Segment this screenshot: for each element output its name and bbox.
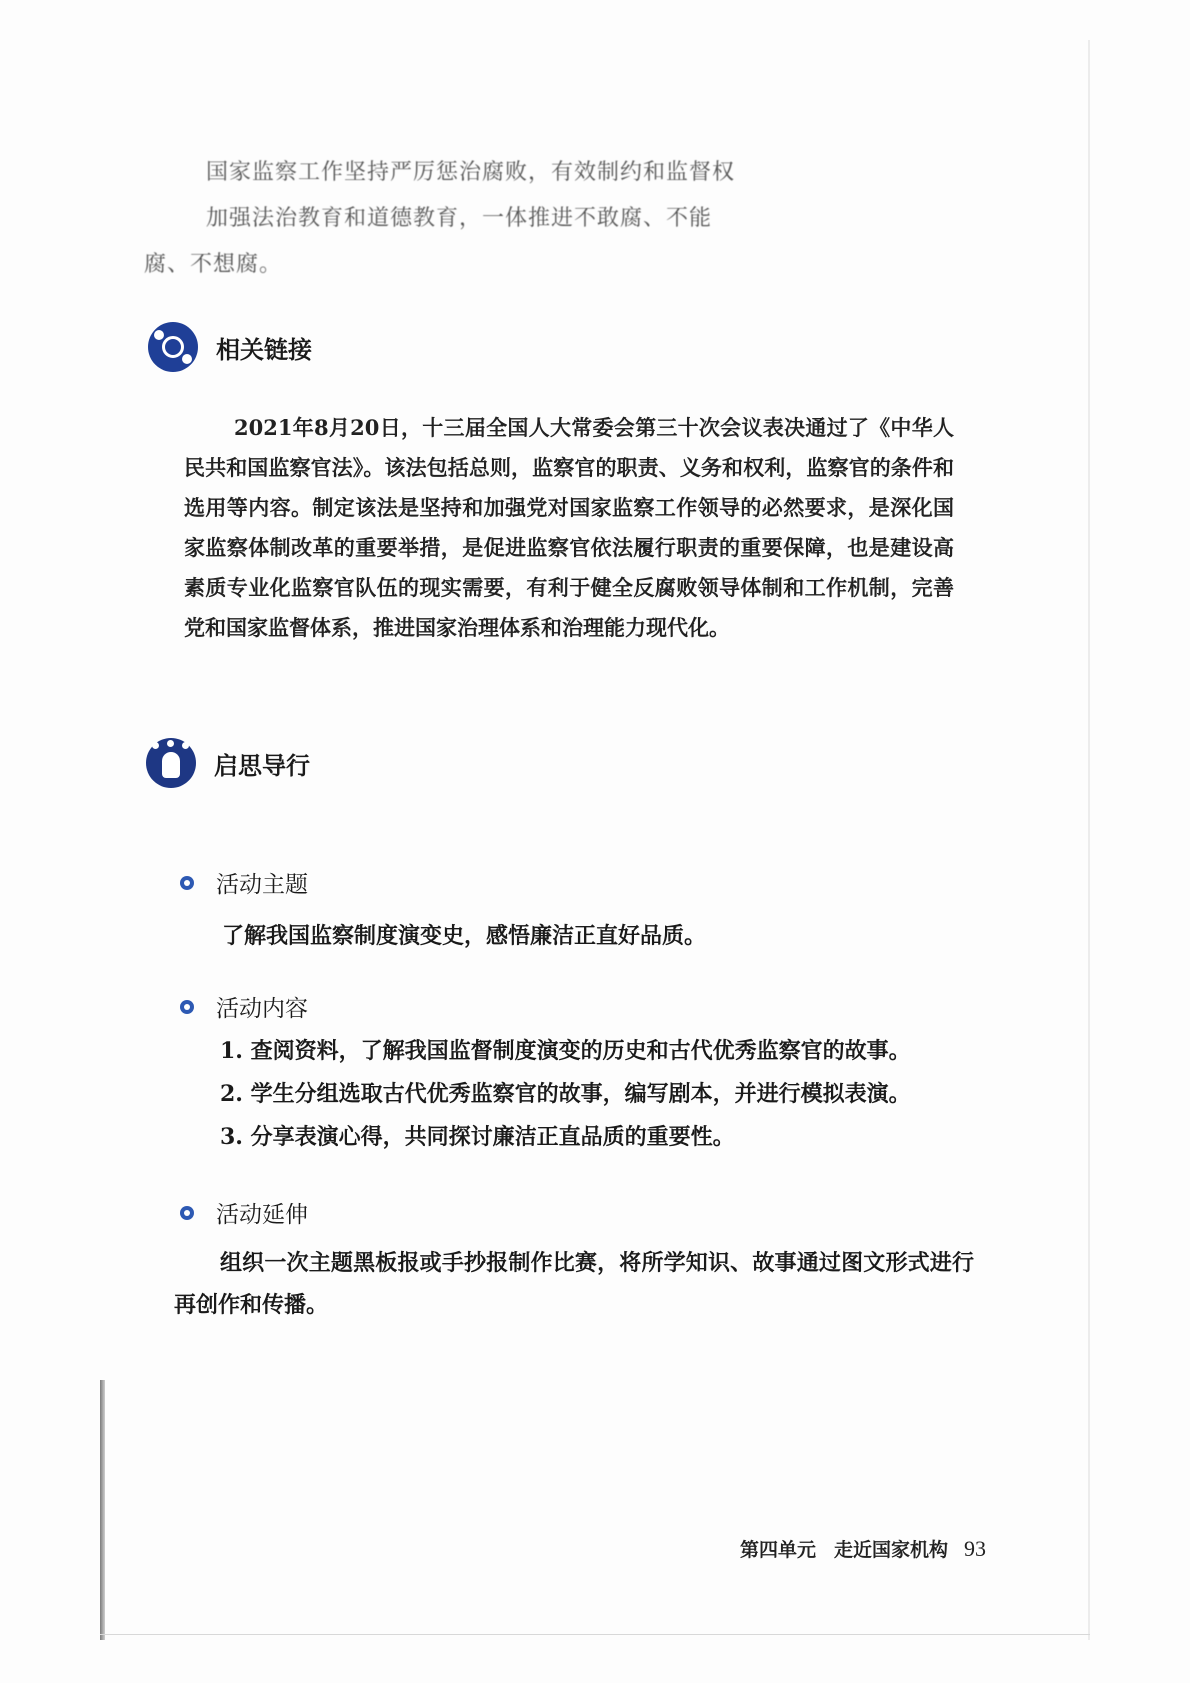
content-label: 活动内容: [216, 996, 308, 1022]
theme-subheading: [180, 866, 308, 899]
intro-paragraph: [144, 150, 790, 288]
list-item: 1. 查阅资料，了解我国监督制度演变的历史和古代优秀监察官的故事。: [220, 1038, 911, 1064]
bullet-icon: [180, 1206, 194, 1220]
related-link-icon: [148, 322, 198, 372]
theme-label: 活动主题: [216, 872, 308, 898]
extension-subheading: [180, 1196, 308, 1229]
intro-line-1: 国家监察工作坚持严厉惩治腐败，有效制约和监督权: [206, 160, 736, 185]
binding-shadow: [100, 1380, 105, 1640]
page-bottom-edge: [100, 1634, 1090, 1635]
bullet-icon: [180, 1000, 194, 1014]
related-link-body: 2021年8月20日，十三届全国人大常委会第三十次会议表决通过了《中华人民共和国监察官法》。该法包括总则，监察官的职责、义务和权利，监察官的条件和选用等内容。制定该法是坚持和加强党对国家监察工作领导的必然要求，是深化国家监察体制改革的重要举措，是促进监察官依法履行职责的重要保障，也是建设高素质专业化监察官队伍的现实需要，有利于健全反腐败领导体制和工作机制，完善党和国家监督体系，推进国家治理体系和治理能力现代化。: [184, 415, 954, 640]
guide-header: [146, 738, 310, 788]
related-link-header: [148, 322, 312, 372]
list-item: 2. 学生分组选取古代优秀监察官的故事，编写剧本，并进行模拟表演。: [220, 1081, 911, 1107]
theme-text: 了解我国监察制度演变史，感悟廉洁正直好品质。: [222, 923, 707, 949]
content-subheading: [180, 990, 308, 1023]
intro-line-3: 腐、不想腐。: [144, 252, 283, 277]
page-edge: [1088, 40, 1090, 1640]
extension-label: 活动延伸: [216, 1202, 308, 1228]
bullet-icon: [180, 876, 194, 890]
footer-title: 走近国家机构: [834, 1539, 949, 1561]
guide-heading: 启思导行: [214, 751, 310, 780]
content-steps: [220, 1030, 911, 1159]
extension-text: 组织一次主题黑板报或手抄报制作比赛，将所学知识、故事通过图文形式进行再创作和传播。: [174, 1250, 974, 1318]
page-footer: [740, 1535, 986, 1562]
footer-unit: 第四单元: [740, 1539, 817, 1561]
intro-line-2: 加强法治教育和道德教育，一体推进不敢腐、不能: [206, 206, 713, 231]
related-link-heading: 相关链接: [216, 335, 312, 364]
list-item: 3. 分享表演心得，共同探讨廉洁正直品质的重要性。: [220, 1124, 735, 1150]
guide-icon: [146, 738, 196, 788]
page-number: 93: [964, 1536, 987, 1561]
